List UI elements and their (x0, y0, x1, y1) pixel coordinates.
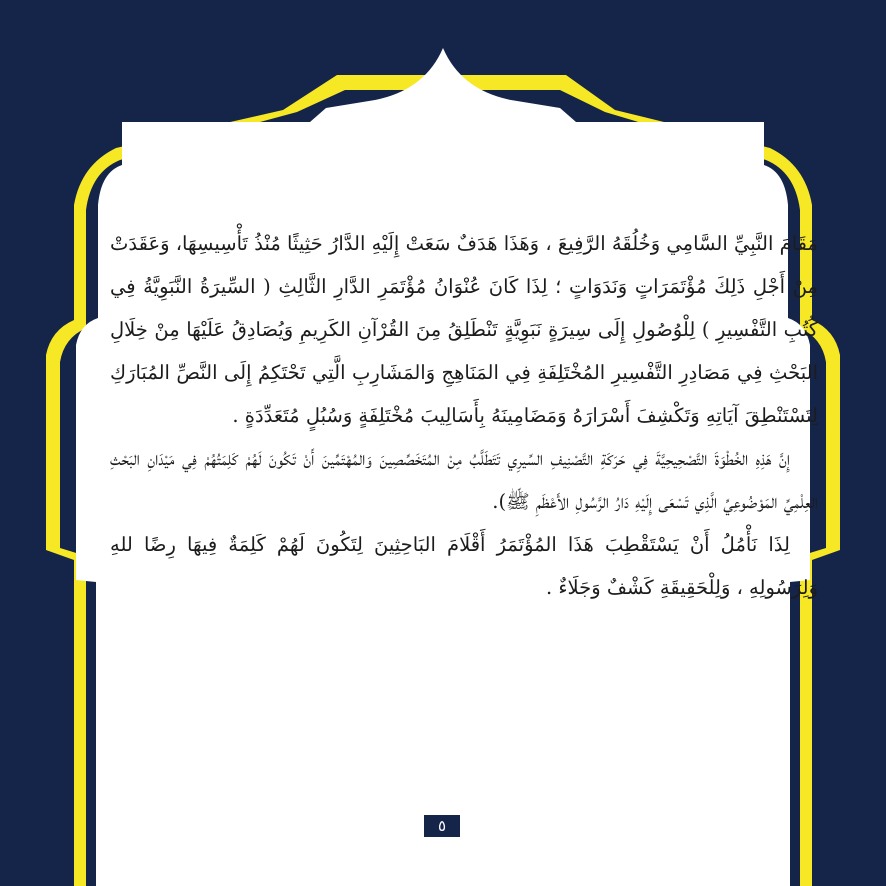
body-text (110, 222, 818, 609)
paragraph-1: مَقَامَ النَّبِيِّ السَّامِي وَخُلُقَهُ الرَّفِيعَ ، وَهَذَا هَدَفٌ سَعَتْ إِلَيْهِ الدَّارُ حَثِيثًا مُنْذُ تَأْسِيسِهَا، وَعَقَدَتْ مِنْ أَجْلِ ذَلِكَ مُؤْتَمَرَاتٍ وَنَدَوَاتٍ ؛ لِذَا كَانَ عُنْوَانُ مُؤْتَمَرِ الدَّارِ الثَّالِثِ ( السِّيرَةُ النَّبَوِيَّةُ فِي كُتُبِ التَّفْسِيرِ ) لِلْوُصُولِ إِلَى سِيرَةٍ نَبَوِيَّةٍ تَنْطَلِقُ مِنَ القُرْآنِ الكَرِيمِ وَيُصَادِقُ عَلَيْهَا مِنْ خِلَالِ البَحْثِ فِي مَصَادِرِ التَّفْسِيرِ المُخْتَلِفَةِ فِي المَنَاهِجِ وَالمَشَارِبِ الَّتِي تَحْتَكِمُ إِلَى النَّصِّ المُبَارَكِ لِتَسْتَنْطِقَ آيَاتِهِ وَتَكْشِفَ أَسْرَارَهُ وَمَضَامِينَهُ بِأَسَالِيبَ مُخْتَلِفَةٍ وَسُبُلٍ مُتَعَدِّدَةٍ . (110, 232, 818, 427)
paragraph-2: إِنَّ هَذِهِ الخُطْوَةَ التَّصْحِيحِيَّةَ فِي حَرَكَةِ التَّصْنِيفِ السِّيرِي تَتَطَلَّبُ مِنْ المُتَخَصِّصِينَ وَالمُهْتَمِّينَ أَنْ تَكُونَ لَهُمْ كَلِمَتُهُمْ فِي مَيْدَانِ البَحْثِ العِلْمِيِّ المَوْضُوعِيِّ الَّذِي تَسْعَى إِلَيْهِ دَارُ الرَّسُولِ الأَعْظَمِ ﷺ). (110, 447, 818, 513)
paragraph-3: لِذَا نَأْمُلُ أَنْ يَسْتَقْطِبَ هَذَا المُؤْتَمَرُ أَقْلَامَ البَاحِثِينَ لِتَكُونَ لَهُمْ كَلِمَةٌ فِيهَا رِضًا للهِ وَلِرَسُولِهِ ، وَلِلْحَقِيقَةِ كَشْفٌ وَجَلَاءٌ . (110, 533, 818, 599)
page-number: ٥ (424, 815, 460, 837)
